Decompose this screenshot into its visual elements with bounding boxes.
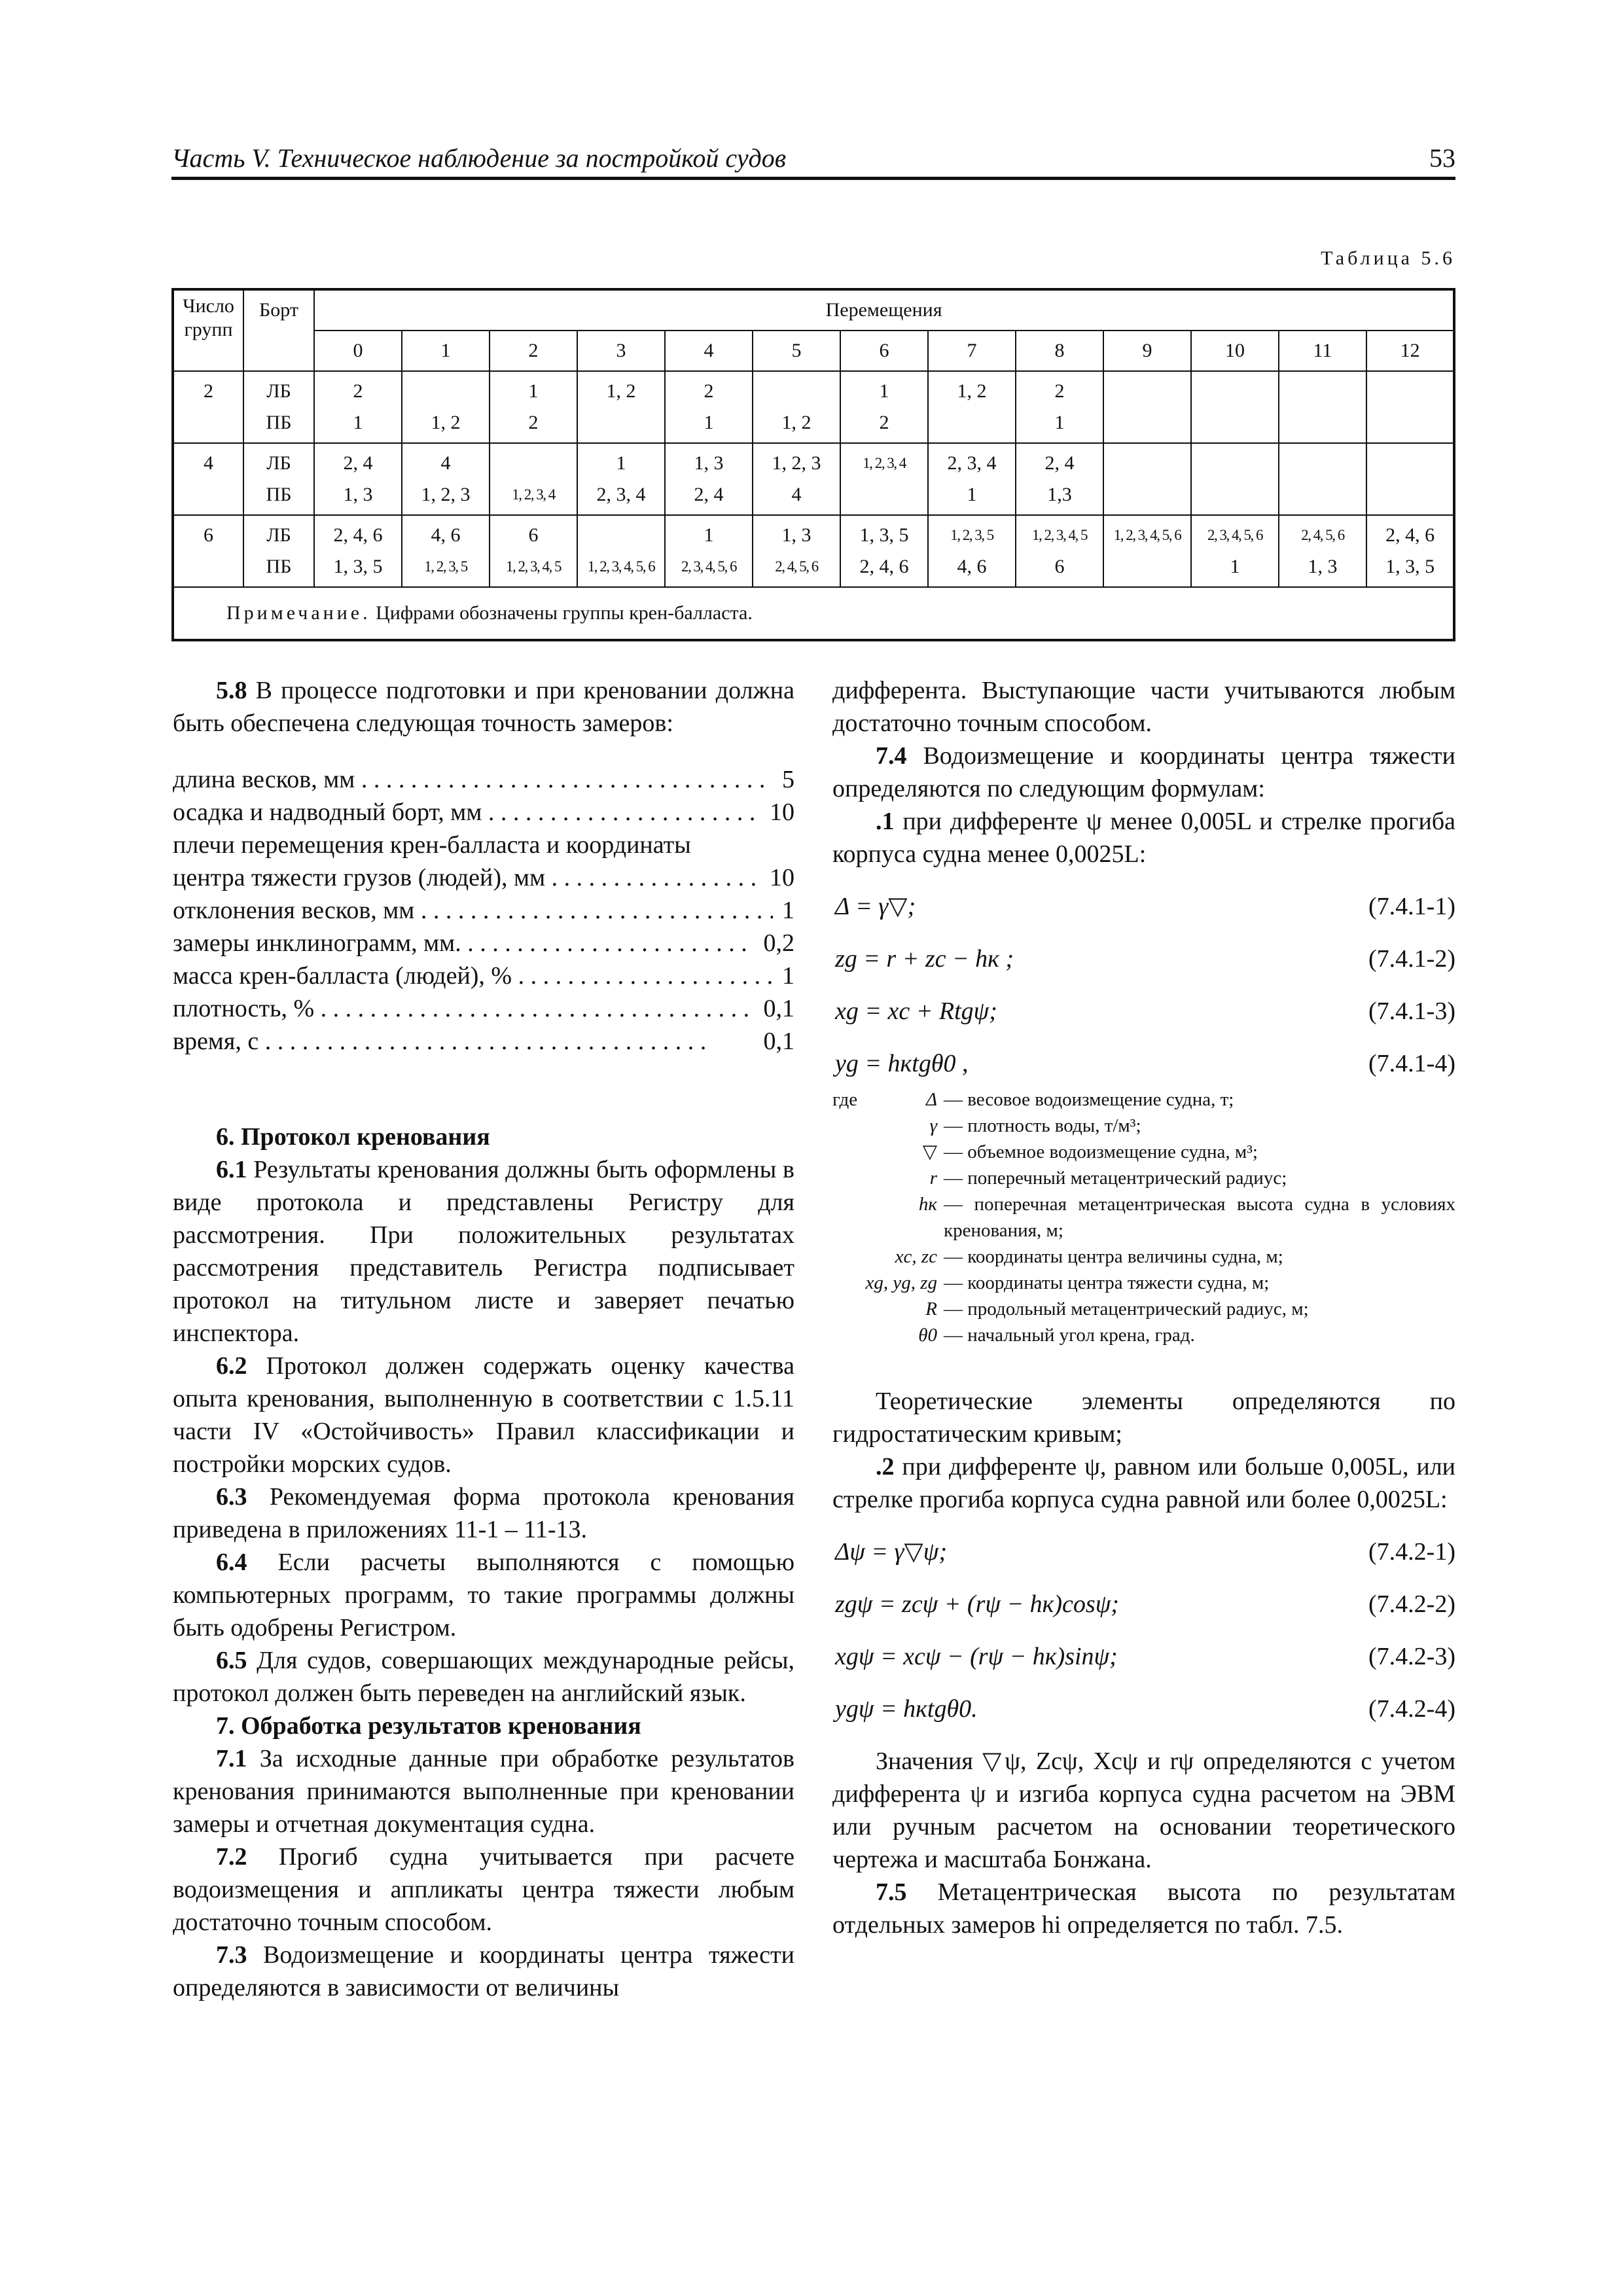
formula: [832, 942, 1455, 975]
move-cell: [665, 515, 753, 587]
move-cell: [577, 371, 665, 443]
legend-item: [832, 1086, 1455, 1113]
table-caption: Таблица 5.6: [1321, 247, 1455, 269]
clause-1: .1 при дифференте ψ менее 0,005L и стрелке прогиба корпуса судна менее 0,0025L:: [832, 808, 1455, 868]
left-column: [173, 674, 794, 2004]
legend-text: — весовое водоизмещение судна, т;: [944, 1089, 1234, 1110]
cell-value: [1279, 448, 1366, 479]
cell-value: 1, 3: [343, 484, 373, 505]
accuracy-value: 1: [782, 962, 794, 990]
formula: [832, 1640, 1455, 1673]
legend-symbol: θ0: [918, 1325, 937, 1346]
legend-symbol: xc, zc: [895, 1246, 937, 1267]
formula-expression: Δψ = γ▽ψ;: [835, 1538, 947, 1566]
accuracy-value: 0,1: [763, 1028, 794, 1055]
right-column: [832, 674, 1455, 1941]
move-cell: [1016, 371, 1103, 443]
formula-expression: Δ = γ▽;: [835, 893, 916, 920]
accuracy-item: [173, 992, 794, 1025]
move-header-2: 2: [490, 331, 577, 371]
formula-expression: xg = xc + Rtgψ;: [835, 997, 997, 1025]
accuracy-item: [173, 927, 794, 960]
accuracy-label: осадка и надводный борт, мм . . .: [173, 796, 760, 829]
cell-value: 1: [528, 380, 539, 402]
theory-paragraph: Теоретические элементы определяются по гидростатическим кривым;: [832, 1388, 1455, 1448]
move-cell: [1016, 515, 1103, 587]
cell-value: 1: [353, 412, 363, 433]
move-header-5: 5: [753, 331, 840, 371]
move-cell: [1016, 443, 1103, 515]
paragraph-7-5: 7.5 Метацентрическая высота по результатам отдельных замеров hi определяется по табл. 7.5.: [832, 1878, 1455, 1939]
cell-value: [1279, 479, 1366, 511]
formula: [832, 1693, 1455, 1725]
paragraph-6-5: 6.5 Для судов, совершающих международные рейсы, протокол должен быть переведен на английский язык.: [173, 1647, 794, 1707]
formula-number: (7.4.1-4): [1368, 1050, 1455, 1077]
header-moves: Перемещения: [314, 289, 1454, 331]
move-header-0: 0: [314, 331, 402, 371]
formula-expression: xgψ = xcψ − (rψ − hк)sinψ;: [835, 1643, 1118, 1670]
move-cell: [753, 515, 840, 587]
legend-text: — координаты центра тяжести судна, м;: [944, 1272, 1270, 1293]
table-row: [173, 371, 1454, 443]
paragraph-continuation: дифферента. Выступающие части учитываются любым достаточно точным способом.: [832, 677, 1455, 737]
formula-number: (7.4.1-1): [1368, 893, 1455, 920]
paragraph-7-4: 7.4 Водоизмещение и координаты центра тяжести определяются по следующим формулам:: [832, 742, 1455, 802]
cell-value: 1, 2, 3, 5: [424, 558, 467, 575]
move-cell: [1279, 515, 1366, 587]
cell-value: 1, 3, 5: [333, 556, 383, 577]
legend-item: [832, 1244, 1455, 1270]
legend-text: — плотность воды, т/м³;: [944, 1115, 1141, 1136]
side-label: ЛБ: [266, 380, 291, 402]
side-label: ЛБ: [266, 452, 291, 474]
cell-value: 1: [879, 380, 889, 402]
cell-value: [1367, 448, 1453, 479]
move-header-6: 6: [840, 331, 928, 371]
move-header-11: 11: [1279, 331, 1366, 371]
side-label: ЛБ: [266, 524, 291, 546]
formula-number: (7.4.2-2): [1368, 1590, 1455, 1618]
accuracy-value: 1: [782, 897, 794, 924]
cell-value: 1, 2, 3: [772, 452, 821, 474]
cell-value: 1, 2, 3, 4, 5: [1032, 527, 1087, 543]
formula-number: (7.4.2-4): [1368, 1695, 1455, 1723]
values-paragraph: Значения ▽ψ, Zcψ, Xcψ и rψ определяются с учетом дифферента ψ и изгиба корпуса судна расчетом на ЭВМ или ручным расчетом на основании теоретического чертежа и масштаба Бонжана.: [832, 1748, 1455, 1873]
group-count: 2: [173, 371, 243, 443]
cell-value: [1192, 407, 1278, 439]
table-row: [173, 515, 1454, 587]
cell-value: 2, 4, 6: [859, 556, 909, 577]
paragraph-7-3: 7.3 Водоизмещение и координаты центра тяжести определяются в зависимости от величины: [173, 1941, 794, 2001]
move-cell: [402, 443, 490, 515]
move-cell: [1191, 443, 1279, 515]
accuracy-item: [173, 861, 794, 894]
section-7-heading: 7. Обработка результатов кренования: [216, 1712, 641, 1740]
paragraph-6-4: 6.4 Если расчеты выполняются с помощью компьютерных программ, то такие программы должны быть одобрены Регистром.: [173, 1549, 794, 1641]
legend-item: [832, 1270, 1455, 1296]
cell-value: [402, 376, 489, 407]
accuracy-label: замеры инклинограмм, мм. . . .: [173, 927, 755, 960]
cell-value: [578, 520, 664, 551]
cell-value: [1367, 479, 1453, 511]
table-5-6: [171, 288, 1455, 641]
move-header-7: 7: [928, 331, 1016, 371]
cell-value: 1, 3: [781, 524, 812, 546]
cell-value: 1, 2, 3, 4, 5: [506, 558, 561, 575]
side-cell: [243, 443, 314, 515]
paragraph-6-3: 6.3 Рекомендуемая форма протокола кренования приведена в приложениях 11-1 – 11-13.: [173, 1483, 794, 1543]
accuracy-item: [173, 1025, 794, 1058]
accuracy-value: 10: [770, 864, 794, 891]
cell-value: 1, 2: [431, 412, 461, 433]
legend-symbol: ▽: [922, 1141, 937, 1162]
note-label: Примечание.: [226, 602, 371, 624]
cell-value: 1, 2, 3, 4: [512, 486, 555, 503]
cell-value: 1,3: [1047, 484, 1072, 505]
move-header-12: 12: [1366, 331, 1454, 371]
cell-value: [1367, 407, 1453, 439]
cell-value: 1, 2, 3, 5: [950, 527, 993, 543]
move-cell: [314, 443, 402, 515]
side-label: ПБ: [266, 556, 292, 577]
cell-value: [1367, 376, 1453, 407]
accuracy-value: [785, 829, 794, 861]
move-header-10: 10: [1191, 331, 1279, 371]
legend-text: — координаты центра величины судна, м;: [944, 1246, 1283, 1267]
paragraph-5-8: 5.8 В процессе подготовки и при креновании должна быть обеспечена следующая точность замеров:: [173, 677, 794, 737]
move-cell: [1191, 515, 1279, 587]
move-cell: [1191, 371, 1279, 443]
paragraph-7-2: 7.2 Прогиб судна учитывается при расчете водоизмещения и аппликаты центра тяжести любым достаточно точным способом.: [173, 1843, 794, 1936]
accuracy-list: [173, 763, 794, 1058]
cell-value: [490, 448, 577, 479]
move-cell: [1103, 515, 1191, 587]
legend-symbol: r: [929, 1168, 937, 1189]
accuracy-item: [173, 796, 794, 829]
cell-value: 1, 2, 3: [421, 484, 471, 505]
move-cell: [753, 371, 840, 443]
formula: [832, 1047, 1455, 1080]
move-cell: [490, 515, 577, 587]
move-cell: [753, 443, 840, 515]
cell-value: 4, 6: [431, 524, 461, 546]
cell-value: 4: [791, 484, 802, 505]
cell-value: 1: [967, 484, 977, 505]
side-cell: [243, 371, 314, 443]
table-note-row: [173, 587, 1454, 640]
formula: [832, 890, 1455, 923]
cell-value: 2: [1054, 380, 1065, 402]
move-cell: [1103, 443, 1191, 515]
move-cell: [490, 371, 577, 443]
group-count: 4: [173, 443, 243, 515]
cell-value: 1, 2: [606, 380, 636, 402]
accuracy-item: [173, 960, 794, 992]
formula-group-1: [832, 890, 1455, 1080]
legend-symbol: Δ: [925, 1089, 937, 1110]
move-cell: [402, 515, 490, 587]
table-header-row: [173, 289, 1454, 331]
cell-value: 1, 2, 3, 4, 5, 6: [587, 558, 655, 575]
paragraph-6-1: 6.1 Результаты кренования должны быть оформлены в виде протокола и представлены Регистру для рассмотрения. При положительных результатах рассмотрения представитель Регистра подписывает протокол на титульном листе и заверяет печатью инспектора.: [173, 1156, 794, 1347]
move-cell: [840, 443, 928, 515]
cell-value: 1: [1230, 556, 1240, 577]
cell-value: 2: [704, 380, 714, 402]
legend-symbol: hк: [918, 1194, 937, 1215]
note-text: Цифрами обозначены группы крен-балласта.: [370, 602, 753, 624]
side-cell: [243, 515, 314, 587]
cell-value: 6: [1054, 556, 1065, 577]
move-cell: [665, 371, 753, 443]
cell-value: 4, 6: [957, 556, 987, 577]
cell-value: [1104, 376, 1190, 407]
accuracy-value: 10: [770, 798, 794, 826]
legend-text: — продольный метацентрический радиус, м;: [944, 1299, 1309, 1319]
legend-item: [832, 1296, 1455, 1322]
accuracy-value: 0,2: [763, 929, 794, 957]
accuracy-label: масса крен-балласта (людей), % . . .: [173, 960, 773, 992]
side-label: ПБ: [266, 484, 292, 505]
move-header-8: 8: [1016, 331, 1103, 371]
cell-value: 1, 3: [694, 452, 724, 474]
cell-value: 1, 2, 3, 4, 5, 6: [1113, 527, 1181, 543]
move-cell: [490, 443, 577, 515]
cell-value: [1104, 407, 1190, 439]
accuracy-label: длина весков, мм . . .: [173, 763, 773, 796]
header-rule: [171, 177, 1455, 180]
cell-value: 1, 2: [957, 380, 987, 402]
move-cell: [314, 371, 402, 443]
formula-expression: zgψ = zcψ + (rψ − hк)cosψ;: [835, 1590, 1119, 1618]
accuracy-label: время, с . . .: [173, 1025, 755, 1058]
formula-number: (7.4.1-2): [1368, 945, 1455, 973]
move-cell: [1279, 371, 1366, 443]
accuracy-value: 0,1: [763, 995, 794, 1022]
move-cell: [1103, 371, 1191, 443]
side-label: ПБ: [266, 412, 292, 433]
cell-value: 2: [528, 412, 539, 433]
move-cell: [665, 443, 753, 515]
cell-value: [1192, 376, 1278, 407]
formula-number: (7.4.2-3): [1368, 1643, 1455, 1670]
header-groups: Число групп: [173, 289, 243, 371]
cell-value: 2, 4: [694, 484, 724, 505]
cell-value: 2, 4, 5, 6: [1301, 527, 1344, 543]
cell-value: 1, 3, 5: [859, 524, 909, 546]
cell-value: [1192, 479, 1278, 511]
move-cell: [928, 371, 1016, 443]
legend-text: — объемное водоизмещение судна, м³;: [944, 1141, 1258, 1162]
move-cell: [928, 443, 1016, 515]
page-header: [171, 143, 1455, 182]
cell-value: 2: [353, 380, 363, 402]
cell-value: 1: [704, 412, 714, 433]
cell-value: 2, 4, 5, 6: [775, 558, 818, 575]
accuracy-item: [173, 763, 794, 796]
accuracy-label: плотность, % . . .: [173, 992, 755, 1025]
move-header-1: 1: [402, 331, 490, 371]
cell-value: [1104, 479, 1190, 511]
section-6-heading: 6. Протокол кренования: [216, 1123, 490, 1151]
cell-value: 2, 3, 4: [596, 484, 646, 505]
formula-expression: zg = r + zc − hк ;: [835, 945, 1014, 973]
formula: [832, 995, 1455, 1028]
cell-value: 2, 4: [343, 452, 373, 474]
legend-item: [832, 1165, 1455, 1191]
accuracy-item: [173, 894, 794, 927]
cell-value: 2, 3, 4, 5, 6: [681, 558, 736, 575]
legend-item: [832, 1113, 1455, 1139]
move-cell: [402, 371, 490, 443]
cell-value: 6: [528, 524, 539, 546]
formula-number: (7.4.2-1): [1368, 1538, 1455, 1566]
move-cell: [1366, 371, 1454, 443]
cell-value: 1, 3, 5: [1385, 556, 1435, 577]
legend-symbol: xg, yg, zg: [865, 1272, 937, 1293]
table-note: [173, 587, 1454, 640]
legend-item: [832, 1139, 1455, 1165]
legend-symbol: γ: [929, 1115, 937, 1136]
cell-value: [753, 376, 840, 407]
formula-number: (7.4.1-3): [1368, 997, 1455, 1025]
cell-value: 1: [704, 524, 714, 546]
accuracy-label: отклонения весков, мм . . .: [173, 894, 773, 927]
cell-value: [1104, 551, 1190, 583]
move-cell: [1366, 443, 1454, 515]
cell-value: 2, 4, 6: [1385, 524, 1435, 546]
move-header-4: 4: [665, 331, 753, 371]
formula: [832, 1535, 1455, 1568]
legend-item: [832, 1191, 1455, 1244]
cell-value: [1192, 448, 1278, 479]
move-cell: [1366, 515, 1454, 587]
cell-value: 1, 2: [781, 412, 812, 433]
symbol-legend: где Δ — весовое водоизмещение судна, т; γ — плотность воды, т/м³; ▽ — объемное водоизмещение судна, м³; r — поперечный метацентрический радиус; hк — поперечная метацентрическая высота судна в условиях кренования, м; xc, zc — координаты центра величины судна, м; xg, yg, zg — координаты центра тяжести судна, м; R — продольный метацентрический радиус, м; θ0 — начальный угол крена, град.: [832, 1086, 1455, 1348]
move-cell: [928, 515, 1016, 587]
move-cell: [840, 371, 928, 443]
formula-group-2: [832, 1535, 1455, 1725]
paragraph-7-1: 7.1 За исходные данные при обработке результатов кренования принимаются выполненные при креновании замеры и отчетная документация судна.: [173, 1745, 794, 1838]
accuracy-label: плечи перемещения крен-балласта и координаты: [173, 831, 691, 859]
running-title: Часть V. Техническое наблюдение за постройкой судов: [171, 143, 787, 173]
move-cell: [1279, 443, 1366, 515]
move-header-9: 9: [1103, 331, 1191, 371]
cell-value: [1104, 448, 1190, 479]
cell-value: [578, 407, 664, 439]
legend-item: [832, 1322, 1455, 1348]
header-side: Борт: [243, 289, 314, 371]
cell-value: 2, 3, 4, 5, 6: [1207, 527, 1262, 543]
paragraph-6-2: 6.2 Протокол должен содержать оценку качества опыта кренования, выполненную в соответствии с 1.5.11 части IV «Остойчивость» Правил классификации и постройки морских судов.: [173, 1352, 794, 1478]
moves-row: [173, 331, 1454, 371]
move-cell: [577, 515, 665, 587]
move-cell: [577, 443, 665, 515]
legend-text: — поперечный метацентрический радиус;: [944, 1168, 1287, 1189]
cell-value: [1279, 407, 1366, 439]
move-cell: [840, 515, 928, 587]
legend-text: — начальный угол крена, град.: [944, 1325, 1195, 1346]
cell-value: 2, 4, 6: [333, 524, 383, 546]
cell-value: [1279, 376, 1366, 407]
accuracy-label: центра тяжести грузов (людей), мм . . .: [173, 861, 760, 894]
formula: [832, 1588, 1455, 1621]
legend-text: — поперечная метацентрическая высота судна в условиях кренования, м;: [944, 1194, 1455, 1241]
cell-value: [841, 479, 927, 511]
cell-value: 2, 4: [1044, 452, 1075, 474]
group-count: 6: [173, 515, 243, 587]
move-header-3: 3: [577, 331, 665, 371]
table-row: [173, 443, 1454, 515]
cell-value: [929, 407, 1015, 439]
legend-symbol: R: [925, 1299, 937, 1319]
accuracy-value: 5: [782, 766, 794, 793]
formula-expression: ygψ = hкtgθ0.: [835, 1695, 978, 1723]
clause-2: .2 при дифференте ψ, равном или больше 0,005L, или стрелке прогиба корпуса судна равной или более 0,0025L:: [832, 1453, 1455, 1513]
formula-expression: yg = hкtgθ0 ,: [835, 1050, 969, 1077]
cell-value: 2, 3, 4: [947, 452, 997, 474]
accuracy-item: [173, 829, 794, 861]
cell-value: 1, 3: [1308, 556, 1338, 577]
cell-value: 1: [616, 452, 626, 474]
cell-value: 1, 2, 3, 4: [863, 455, 906, 471]
page-number: 53: [1429, 143, 1455, 173]
move-cell: [314, 515, 402, 587]
cell-value: 1: [1054, 412, 1065, 433]
cell-value: 4: [440, 452, 451, 474]
cell-value: 2: [879, 412, 889, 433]
